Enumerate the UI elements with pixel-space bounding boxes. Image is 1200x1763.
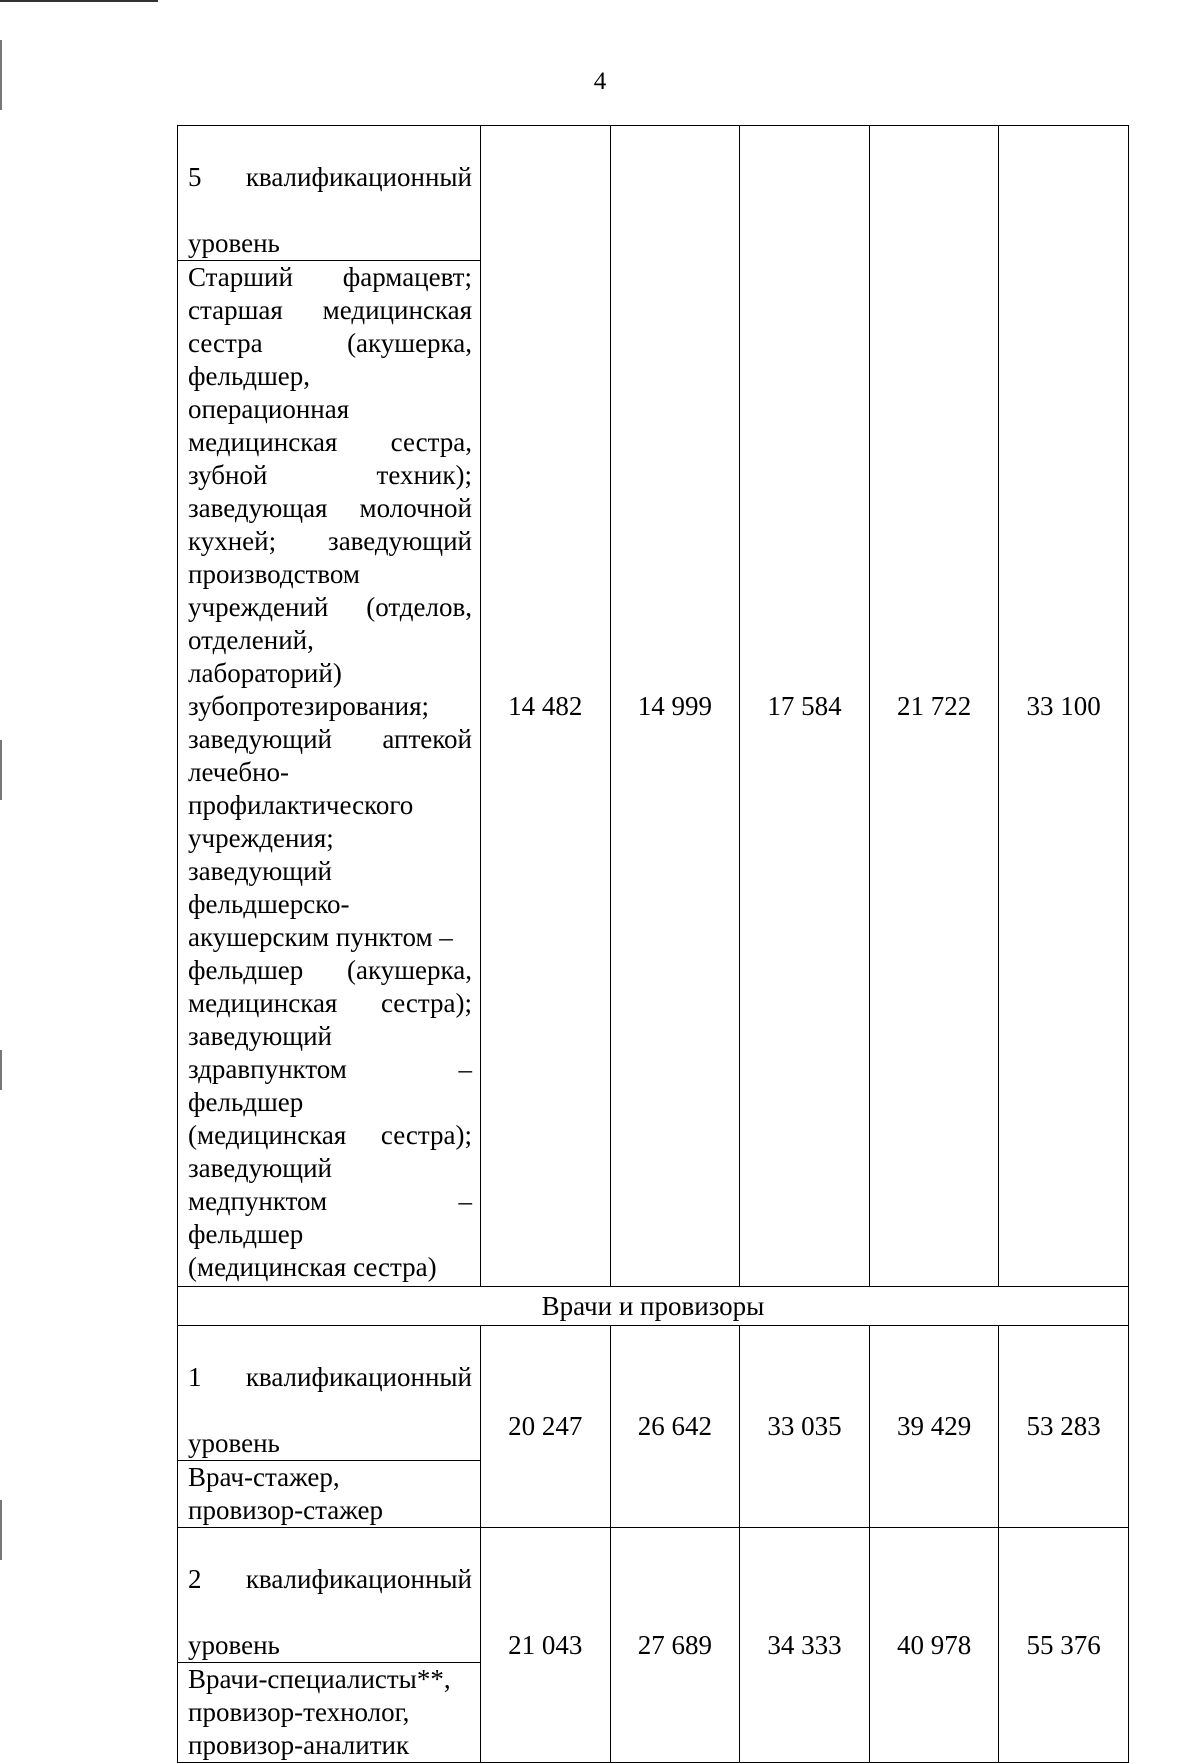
positions-line: профилактического bbox=[188, 790, 414, 820]
positions-line: (медицинская сестра); bbox=[188, 1120, 472, 1150]
positions-list bbox=[178, 1461, 480, 1527]
positions-list bbox=[178, 261, 480, 1286]
positions-line: заведующий bbox=[188, 1021, 332, 1051]
salary-value: 53 283 bbox=[999, 1326, 1129, 1528]
level-title bbox=[178, 126, 480, 261]
positions-line: фельдшер bbox=[188, 1087, 304, 1117]
section-row bbox=[178, 1287, 1129, 1326]
positions-line: провизор-технолог, bbox=[188, 1697, 410, 1727]
positions-line: отделений, bbox=[188, 625, 314, 655]
positions-line: фельдшер (акушерка, bbox=[188, 955, 472, 985]
table-row bbox=[178, 126, 1129, 1287]
page-number: 4 bbox=[593, 68, 607, 95]
positions-line: учреждения; bbox=[188, 823, 334, 853]
positions-line: медпунктом – bbox=[188, 1186, 472, 1216]
positions-line: зубной техник); bbox=[188, 460, 472, 490]
positions-line: Врач-стажер, bbox=[188, 1462, 340, 1492]
salary-value: 34 333 bbox=[740, 1528, 870, 1763]
positions-line: лечебно- bbox=[188, 757, 290, 787]
positions-line: заведующая молочной bbox=[188, 493, 472, 523]
level-title-line: 2 квалификационный bbox=[188, 1564, 472, 1594]
positions-line: (медицинская сестра) bbox=[188, 1252, 437, 1282]
salary-value: 14 482 bbox=[481, 126, 611, 1287]
level-title bbox=[178, 1528, 480, 1663]
positions-line: заведующий bbox=[188, 1153, 332, 1183]
positions-line: акушерским пунктом – bbox=[188, 922, 453, 952]
positions-line: операционная bbox=[188, 394, 350, 424]
level-title-line: уровень bbox=[188, 1428, 280, 1458]
salary-value: 27 689 bbox=[610, 1528, 740, 1763]
table-row bbox=[178, 1528, 1129, 1763]
qualification-cell bbox=[178, 126, 481, 1287]
salary-value: 55 376 bbox=[999, 1528, 1129, 1763]
salary-value: 21 722 bbox=[869, 126, 999, 1287]
positions-line: Старший фармацевт; bbox=[188, 262, 472, 292]
salary-value: 21 043 bbox=[481, 1528, 611, 1763]
level-title-line: 1 квалификационный bbox=[188, 1362, 472, 1392]
salary-value: 33 100 bbox=[999, 126, 1129, 1287]
positions-line: провизор-стажер bbox=[188, 1495, 384, 1525]
positions-line: лабораторий) bbox=[188, 658, 342, 688]
positions-line: зубопротезирования; bbox=[188, 691, 429, 721]
positions-line: заведующий аптекой bbox=[188, 724, 472, 754]
salary-value: 26 642 bbox=[610, 1326, 740, 1528]
margin-mark bbox=[0, 1050, 2, 1090]
salary-value: 33 035 bbox=[740, 1326, 870, 1528]
section-heading: Врачи и провизоры bbox=[178, 1287, 1129, 1326]
positions-line: сестра (акушерка, bbox=[188, 328, 472, 358]
positions-line: кухней; заведующий bbox=[188, 526, 472, 556]
level-title-line: уровень bbox=[188, 228, 280, 258]
positions-line: учреждений (отделов, bbox=[188, 592, 472, 622]
positions-line: производством bbox=[188, 559, 361, 589]
salary-table bbox=[177, 125, 1129, 1763]
salary-value: 14 999 bbox=[610, 126, 740, 1287]
positions-line: заведующий bbox=[188, 856, 332, 886]
qualification-cell bbox=[178, 1326, 481, 1528]
level-title-line: уровень bbox=[188, 1630, 280, 1660]
qualification-cell bbox=[178, 1528, 481, 1763]
positions-line: старшая медицинская bbox=[188, 295, 472, 325]
scan-edge-line bbox=[0, 0, 158, 2]
positions-line: фельдшер bbox=[188, 1219, 304, 1249]
margin-mark bbox=[0, 1500, 2, 1560]
salary-value: 40 978 bbox=[869, 1528, 999, 1763]
level-title bbox=[178, 1326, 480, 1461]
margin-mark bbox=[0, 740, 2, 800]
positions-line: медицинская сестра); bbox=[188, 988, 472, 1018]
table-row bbox=[178, 1326, 1129, 1528]
salary-value: 17 584 bbox=[740, 126, 870, 1287]
positions-line: фельдшер, bbox=[188, 361, 311, 391]
positions-line: Врачи-специалисты**, bbox=[188, 1664, 451, 1694]
level-title-line: 5 квалификационный bbox=[188, 162, 472, 192]
salary-value: 39 429 bbox=[869, 1326, 999, 1528]
positions-line: провизор-аналитик bbox=[188, 1730, 410, 1760]
salary-value: 20 247 bbox=[481, 1326, 611, 1528]
positions-line: медицинская сестра, bbox=[188, 427, 472, 457]
positions-list bbox=[178, 1663, 480, 1762]
positions-line: здравпунктом – bbox=[188, 1054, 472, 1084]
positions-line: фельдшерско- bbox=[188, 889, 350, 919]
